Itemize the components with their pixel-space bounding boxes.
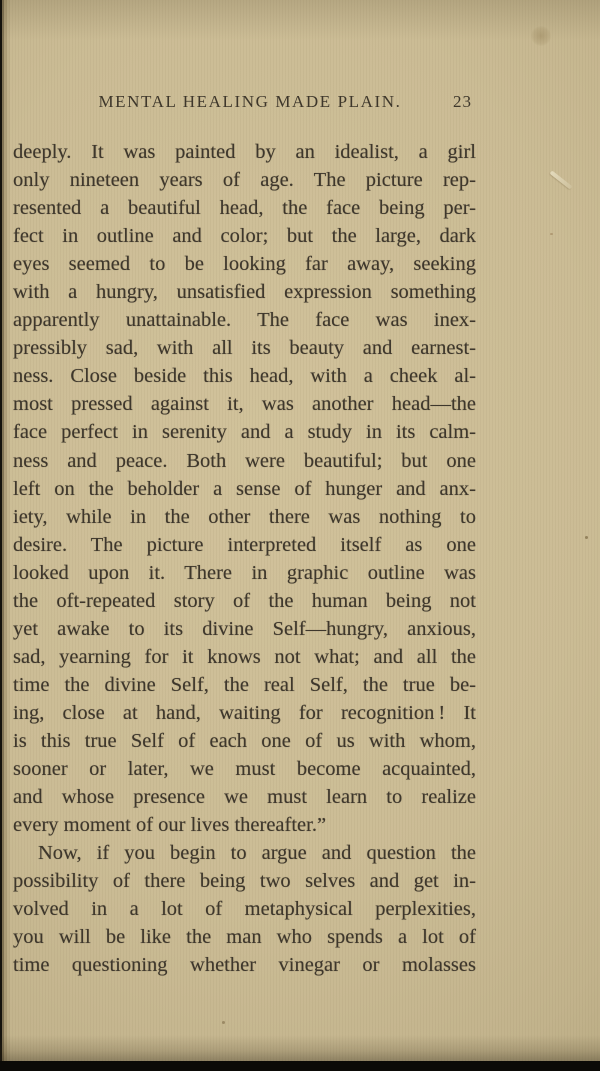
paper-scratch [550,170,573,189]
text-line: fect in outline and color; but the large, dark [13,225,476,248]
text-line: time the divine Self, the real Self, the true be- [13,673,476,696]
text-line: most pressed against it, was another head—the [13,393,476,416]
paper-speck [550,233,553,235]
paper-speck [585,536,588,539]
text-line: volved in a lot of metaphysical perplexities, [13,898,476,921]
text-line: eyes seemed to be looking far away, seeking [13,253,476,276]
text-line: looked upon it. There in graphic outline was [13,561,476,584]
text-line: possibility of there being two selves and get in- [13,870,476,893]
text-line: apparently unattainable. The face was inex- [13,309,476,332]
scan-bottom-edge [0,1061,600,1071]
page-top-shading [0,0,600,40]
text-line: sooner or later, we must become acquainted, [13,758,476,781]
text-line: with a hungry, unsatisfied expression something [13,281,476,304]
page-title: MENTAL HEALING MADE PLAIN. [98,92,402,111]
text-line: yet awake to its divine Self—hungry, anxious, [13,617,476,640]
scan-bottom-shadow [0,1035,600,1061]
text-line: you will be like the man who spends a lot of [13,926,476,949]
running-header [0,92,600,114]
text-line: every moment of our lives thereafter.” [13,814,327,837]
text-line: time questioning whether vinegar or molasses [13,954,476,977]
text-line: and whose presence we must learn to realize [13,786,476,809]
text-line: ness and peace. Both were beautiful; but one [13,449,476,472]
text-line: sad, yearning for it knows not what; and all the [13,645,476,668]
text-line: the oft-repeated story of the human being not [13,589,476,612]
text-line: Now, if you begin to argue and question the [38,842,476,865]
text-line: pressibly sad, with all its beauty and earnest- [13,337,476,360]
paper-speck [222,1021,225,1024]
scan-left-edge [0,0,12,1071]
text-line: deeply. It was painted by an idealist, a girl [13,141,476,163]
text-line: ness. Close beside this head, with a cheek al- [13,365,476,388]
text-line: iety, while in the other there was nothing to [13,505,476,528]
paper-stain [531,26,551,46]
body-text [13,138,476,979]
text-line: left on the beholder a sense of hunger and anx- [13,477,476,500]
page-number: 23 [453,92,472,111]
text-line: face perfect in serenity and a study in its calm- [13,421,476,444]
text-line: desire. The picture interpreted itself as one [13,533,476,556]
text-line: is this true Self of each one of us with whom, [13,729,476,752]
text-line: ing, close at hand, waiting for recognition ! It [13,701,476,724]
text-line: resented a beautiful head, the face being per- [13,197,476,220]
text-line: only nineteen years of age. The picture rep- [13,169,476,192]
